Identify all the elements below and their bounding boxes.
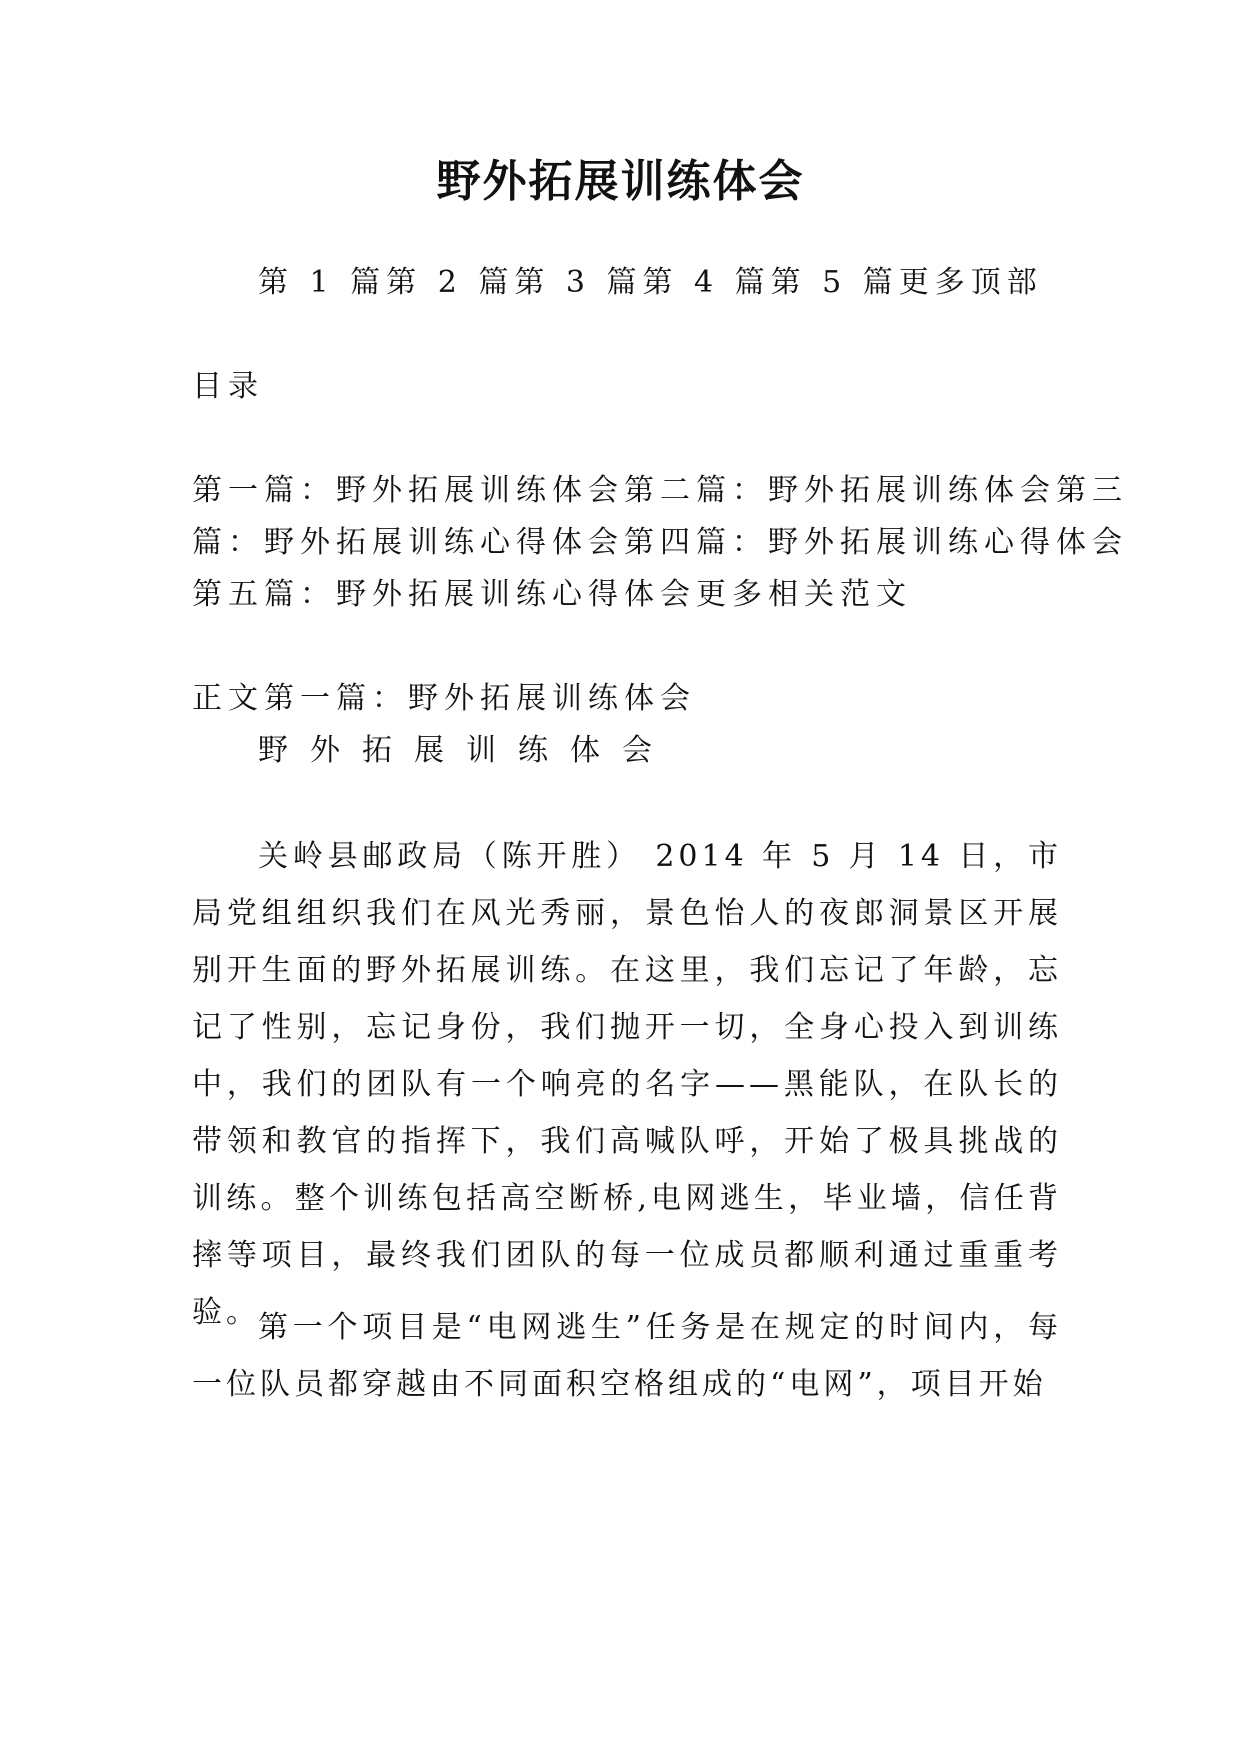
paragraph-2: 第一个项目是“电网逃生”任务是在规定的时间内，每一位队员都穿越由不同面积空格组成的“电网”，项目开始 — [192, 1310, 1062, 1402]
toc-heading: 目录 — [192, 369, 264, 404]
toc-line-2: 篇：野外拓展训练心得体会第四篇：野外拓展训练心得体会 — [192, 525, 1128, 560]
paragraph-1: 关岭县邮政局（陈开胜） 2014 年 5 月 14 日，市局党组组织我们在风光秀丽，景色怡人的夜郎洞景区开展别开生面的野外拓展训练。在这里，我们忘记了年龄，忘记了性别，忘记身份，我们抛开一切，全身心投入到训练中，我们的团队有一个响亮的名字——黑能队，在队长的带领和教官的指挥下，我们高喊队呼，开始了极具挑战的训练。整个训练包括高空断桥,电网逃生，毕业墙，信任背摔等项目，最终我们团队的每一位成员都顺利通过重重考验。 — [192, 839, 1062, 1330]
nav-line: 第 1 篇第 2 篇第 3 篇第 4 篇第 5 篇更多顶部 — [258, 265, 1043, 300]
article-subtitle: 野外拓展训练体会 — [258, 733, 674, 768]
document-title: 野外拓展训练体会 — [436, 156, 805, 207]
toc-line-1: 第一篇：野外拓展训练体会第二篇：野外拓展训练体会第三 — [192, 473, 1128, 508]
toc-line-3: 第五篇：野外拓展训练心得体会更多相关范文 — [192, 577, 912, 612]
body-heading: 正文第一篇：野外拓展训练体会 — [192, 681, 696, 716]
